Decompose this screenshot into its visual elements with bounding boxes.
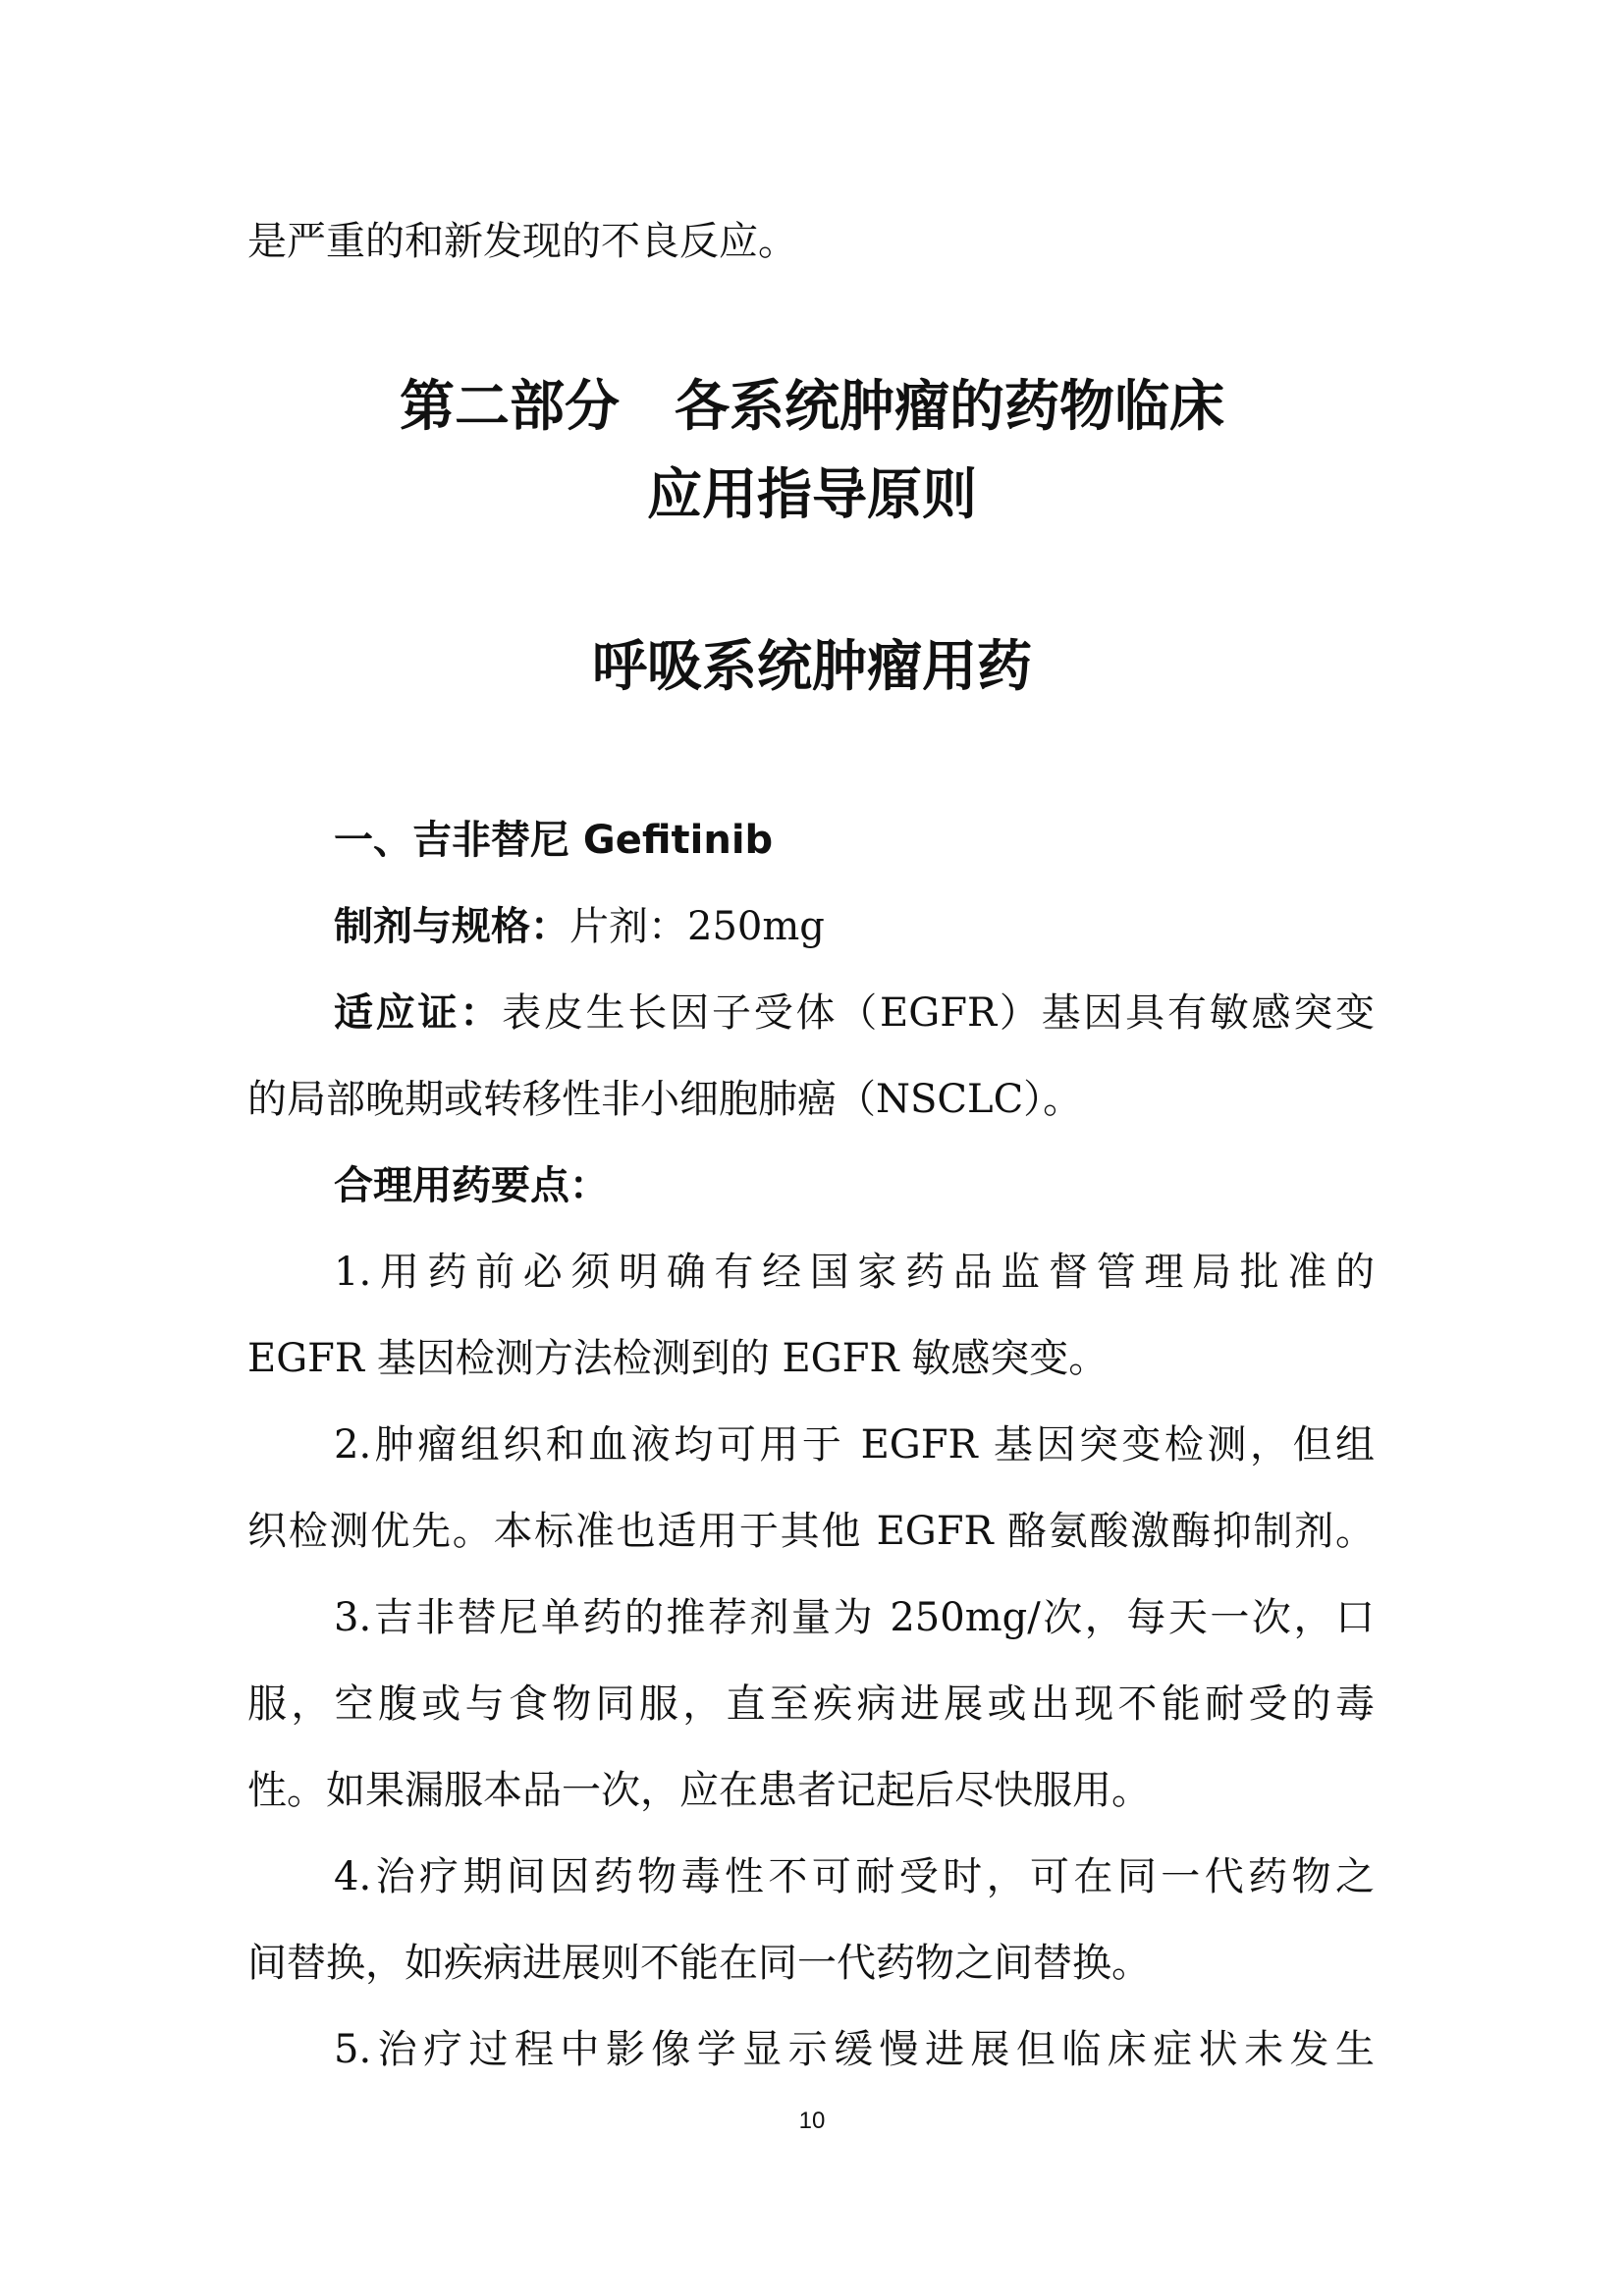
indication-line2: 的局部晚期或转移性非小细胞肺癌（NSCLC）。 xyxy=(247,1077,1083,1122)
page-number: 10 xyxy=(798,2108,826,2134)
formulation-value: 片剂：250mg xyxy=(569,904,825,949)
point-3-line1: 3.吉非替尼单药的推荐剂量为 250mg/次，每天一次，口 xyxy=(334,1595,1375,1640)
section-title: 呼吸系统肿瘤用药 xyxy=(592,635,1032,699)
drug-heading: 一、吉非替尼 Gefitinib xyxy=(334,818,774,863)
indication-text-1: 表皮生长因子受体（EGFR）基因具有敏感突变 xyxy=(502,990,1376,1036)
part-title-line1: 第二部分 各系统肿瘤的药物临床 xyxy=(400,375,1224,439)
point-5-line1: 5.治疗过程中影像学显示缓慢进展但临床症状未发生 xyxy=(334,2027,1375,2072)
point-1-line2: EGFR 基因检测方法检测到的 EGFR 敏感突变。 xyxy=(247,1336,1109,1381)
point-4-line2: 间替换，如疾病进展则不能在同一代药物之间替换。 xyxy=(247,1941,1151,1986)
formulation-label: 制剂与规格： xyxy=(334,904,569,949)
point-1-line1: 1.用药前必须明确有经国家药品监督管理局批准的 xyxy=(334,1250,1375,1295)
point-3-line2: 服，空腹或与食物同服，直至疾病进展或出现不能耐受的毒 xyxy=(247,1682,1375,1727)
formulation-line xyxy=(334,899,825,954)
point-4-line1: 4.治疗期间因药物毒性不可耐受时，可在同一代药物之 xyxy=(334,1854,1375,1899)
continuation-text: 是严重的和新发现的不良反应。 xyxy=(247,219,797,264)
point-3-line3: 性。如果漏服本品一次，应在患者记起后尽快服用。 xyxy=(247,1768,1151,1813)
part-title-line2: 应用指导原则 xyxy=(647,463,977,527)
key-points-label: 合理用药要点： xyxy=(334,1163,609,1208)
point-2-line1: 2.肿瘤组织和血液均可用于 EGFR 基因突变检测，但组 xyxy=(334,1422,1375,1468)
indication-label: 适应证： xyxy=(334,990,503,1036)
point-2-line2: 织检测优先。本标准也适用于其他 EGFR 酪氨酸激酶抑制剂。 xyxy=(247,1509,1375,1554)
indication-line1 xyxy=(334,986,1375,1041)
